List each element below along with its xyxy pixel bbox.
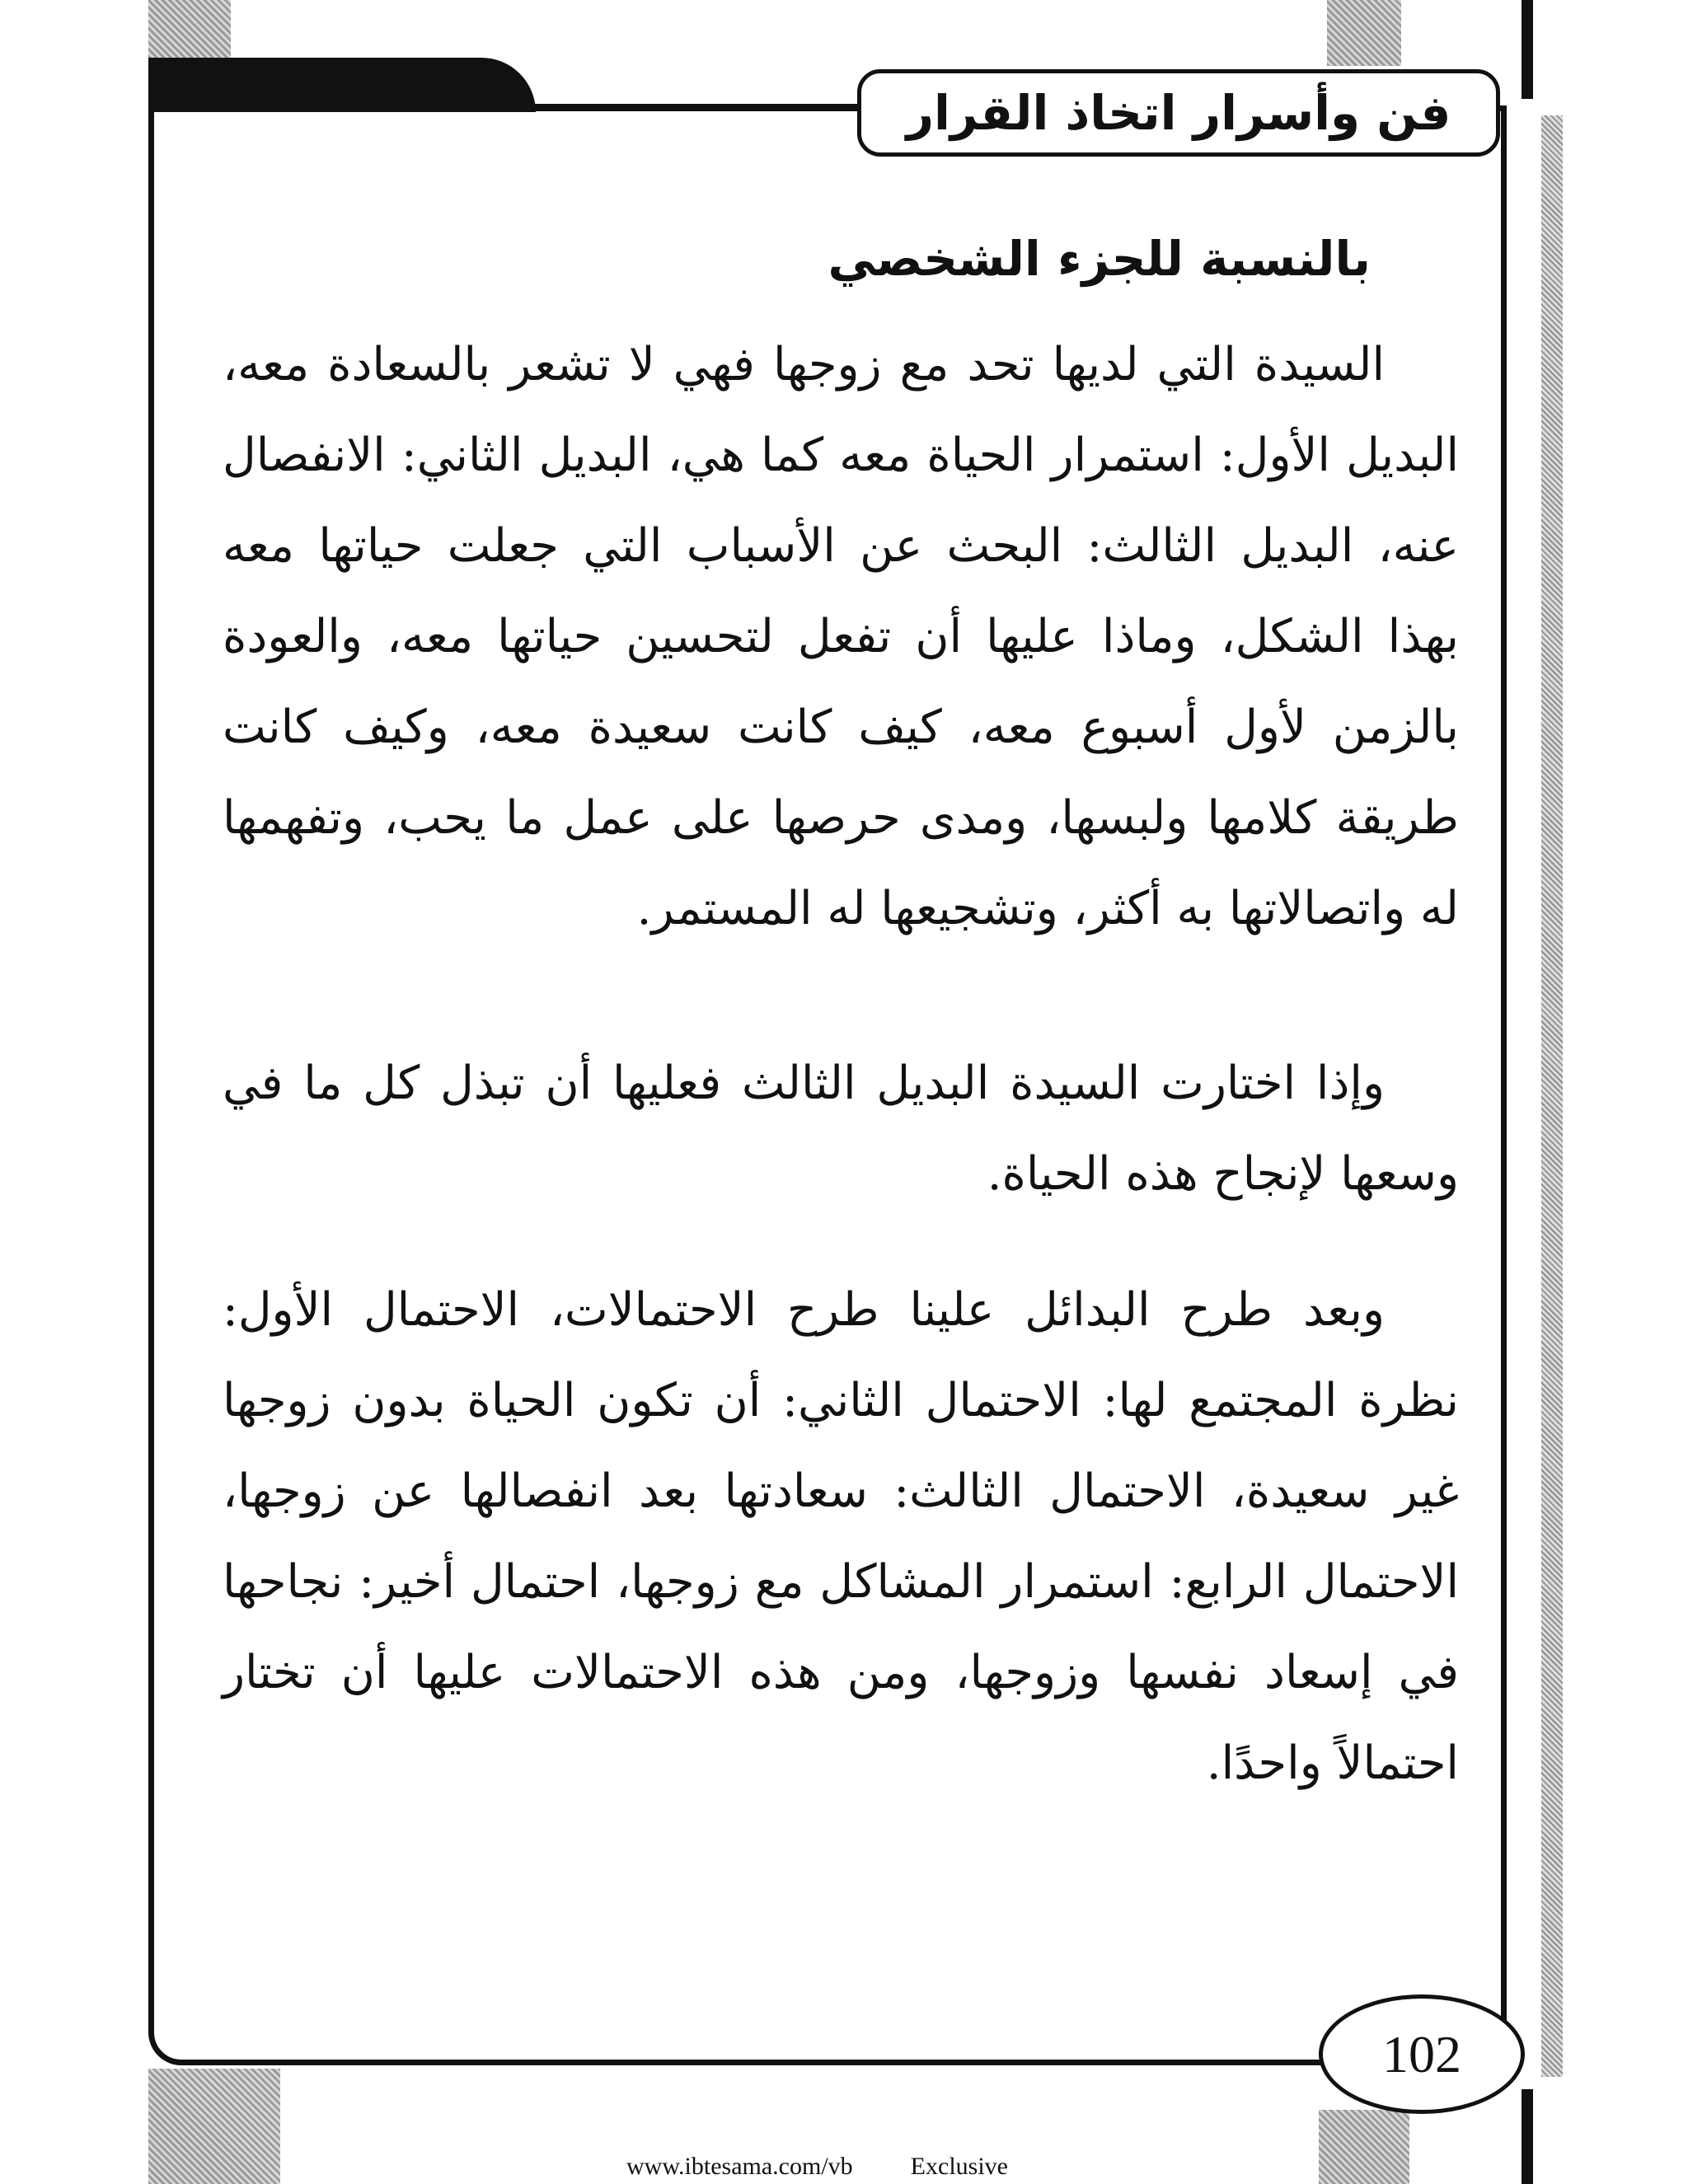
footer [626, 2153, 1121, 2181]
header-connector-line [528, 104, 857, 110]
paragraph-2 [223, 1038, 1459, 1220]
page-number: 102 [1382, 2024, 1461, 2083]
footer-tag: Exclusive [910, 2153, 1008, 2180]
corner-texture-top-right [1327, 0, 1401, 66]
corner-texture-top-left [148, 0, 231, 58]
corner-texture-bottom-right [1319, 2110, 1409, 2184]
header-black-tab [148, 58, 536, 112]
right-edge-strip [1541, 115, 1563, 2077]
paragraph-1 [223, 320, 1459, 954]
corner-texture-bottom-left [148, 2069, 280, 2184]
paragraph-3 [223, 1265, 1459, 1809]
page-number-oval [1319, 1994, 1525, 2114]
book-title: فن وأسرار اتخاذ القرار [906, 85, 1451, 141]
paragraph-text: وإذا اختارت السيدة البديل الثالث فعليها أن تبذل كل ما في وسعها لإنجاح هذه الحياة. [223, 1057, 1459, 1201]
right-edge-bar-bottom [1522, 2089, 1533, 2184]
section-heading: بالنسبة للجزء الشخصي [828, 231, 1371, 287]
right-edge-bar-top [1522, 0, 1533, 99]
paragraph-text: وبعد طرح البدائل علينا طرح الاحتمالات، الاحتمال الأول: نظرة المجتمع لها: الاحتمال الثاني: أن تكون الحياة بدون زوجها غير سعيدة، الاحتمال الثالث: سعادتها بعد انفصالها عن زوجها، الاحتمال الرابع: استمرار المشاكل مع زوجها، احتمال أخير: نجاحها في إسعاد نفسها وزوجها، ومن هذه الاحتمالات عليها أن تختار احتمالاً واحدًا. [223, 1283, 1459, 1790]
footer-url: www.ibtesama.com/vb [626, 2153, 853, 2180]
book-title-box [857, 69, 1500, 157]
paragraph-text: السيدة التي لديها تحد مع زوجها فهي لا تشعر بالسعادة معه، البديل الأول: استمرار الحياة معه كما هي، البديل الثاني: الانفصال عنه، البديل الثالث: البحث عن الأسباب التي جعلت حياتها معه بهذا الشكل، وماذا عليها أن تفعل لتحسين حياتها معه، والعودة بالزمن لأول أسبوع معه، كيف كانت سعيدة معه، وكيف كانت طريقة كلامها ولبسها، ومدى حرصها على عمل ما يحب، وتفهمها له واتصالاتها به أكثر، وتشجيعها له المستمر. [223, 338, 1460, 935]
